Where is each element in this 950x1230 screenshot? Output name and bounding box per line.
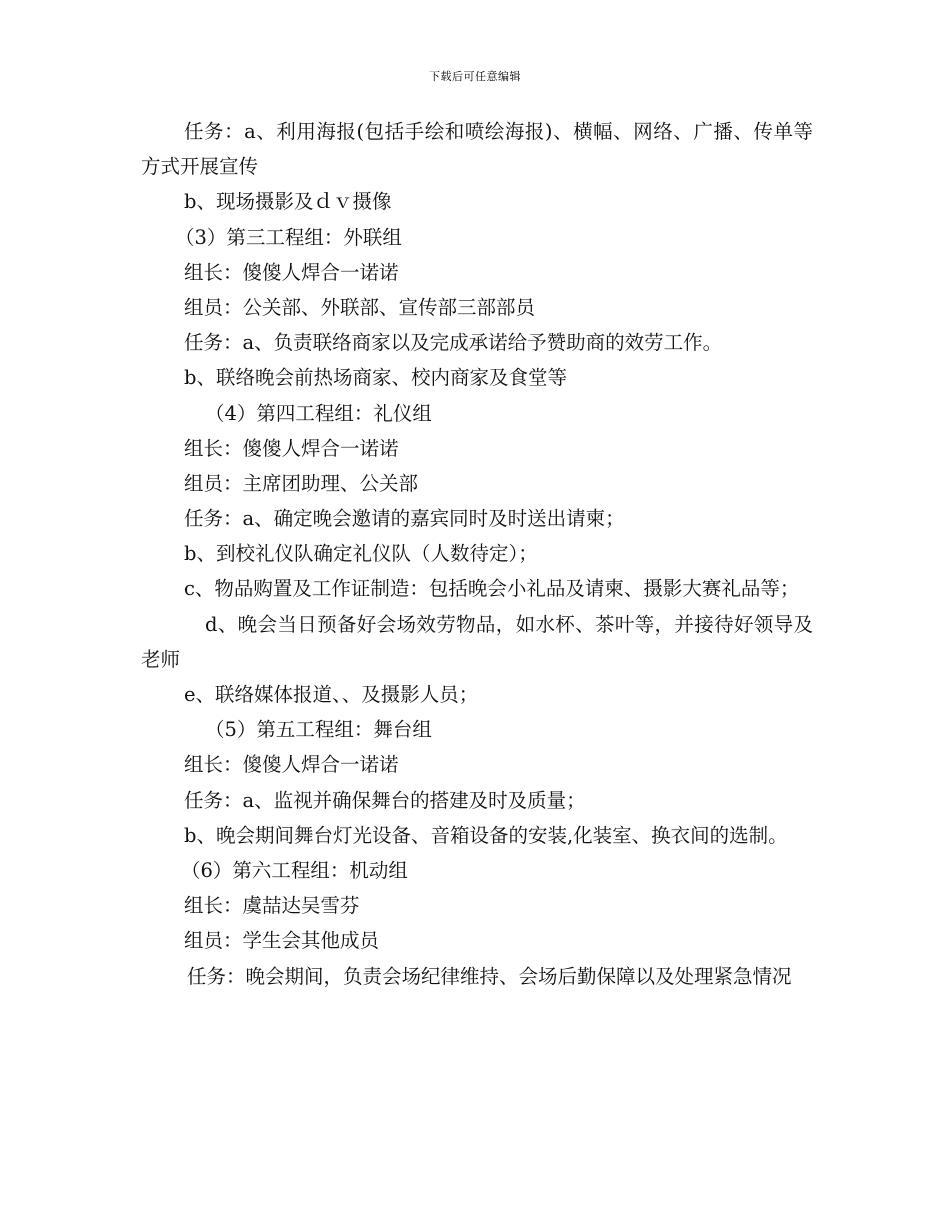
paragraph-line: e、联络媒体报道、、及摄影人员； xyxy=(184,683,479,707)
paragraph-line: 任务：a、确定晚会邀请的嘉宾同时及时送出请柬； xyxy=(184,507,625,531)
paragraph-line: 组员：主席团助理、公关部 xyxy=(184,471,419,495)
section-heading: （4）第四工程组：礼仪组 xyxy=(205,401,432,425)
paragraph-line: c、物品购置及工作证制造：包括晚会小礼品及请柬、摄影大赛礼品等； xyxy=(184,577,800,601)
section-heading: （3）第三工程组：外联组 xyxy=(175,225,402,249)
paragraph-line: 组员：学生会其他成员 xyxy=(184,929,380,953)
paragraph-line: b、到校礼仪队确定礼仪队（人数待定）； xyxy=(184,542,538,566)
section-heading: （5）第五工程组：舞台组 xyxy=(205,718,432,742)
header-note: 下载后可任意编辑 xyxy=(429,70,521,83)
paragraph-line: 组员：公关部、外联部、宣传部三部部员 xyxy=(184,295,536,319)
paragraph-line: 组长：傻傻人焊合一诺诺 xyxy=(184,260,399,284)
paragraph-line: b、晚会期间舞台灯光设备、音箱设备的安装,化装室、换衣间的选制。 xyxy=(184,823,788,847)
paragraph-line: 任务：晚会期间，负责会场纪律维持、会场后勤保障以及处理紧急情况 xyxy=(187,964,792,988)
paragraph-line: 任务：a、利用海报(包括手绘和喷绘海报)、横幅、网络、广播、传单等方式开展宣传 xyxy=(141,120,813,179)
paragraph-line: 组长：傻傻人焊合一诺诺 xyxy=(184,753,399,777)
paragraph-line: 任务：a、监视并确保舞台的搭建及时及质量； xyxy=(184,788,586,812)
document-body xyxy=(141,114,813,994)
section-heading: （6）第六工程组：机动组 xyxy=(181,859,408,883)
paragraph-line: 组长：虞喆达吴雪芬 xyxy=(184,894,360,918)
paragraph-line: d、晚会当日预备好会场效劳物品，如水杯、茶叶等，并接待好领导及老师 xyxy=(141,612,813,671)
paragraph-line: 组长：傻傻人焊合一诺诺 xyxy=(184,436,399,460)
paragraph-line: b、联络晚会前热场商家、校内商家及食堂等 xyxy=(184,366,567,390)
paragraph-line: b、现场摄影及ｄｖ摄像 xyxy=(184,190,392,214)
paragraph-line: 任务：a、负责联络商家以及完成承诺给予赞助商的效劳工作。 xyxy=(184,331,723,355)
